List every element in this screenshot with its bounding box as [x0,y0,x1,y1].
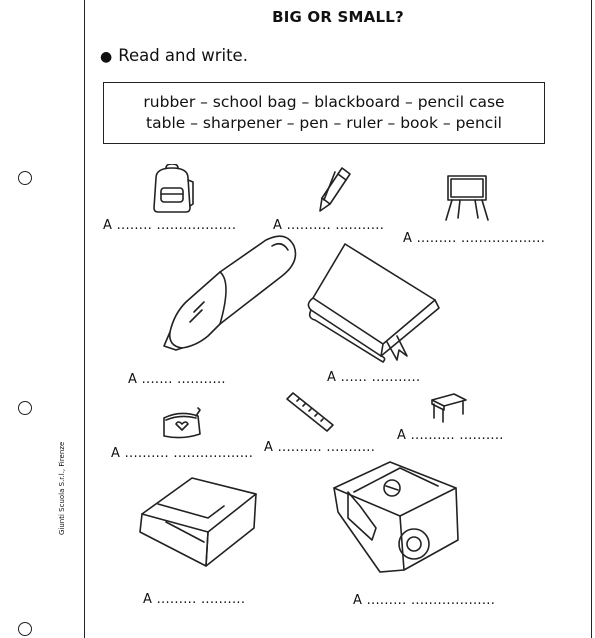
word-box-line-2: table – sharpener – pen – ruler – book – pencil [146,114,502,132]
answer-blank-7[interactable]: A .......... ........... [264,440,376,455]
binder-hole [18,622,32,636]
word-box [103,82,545,144]
answer-blank-6[interactable]: A .......... .......... [397,428,504,443]
answer-blank-3[interactable]: A ......... ................... [403,231,546,246]
word-box-line-1: rubber – school bag – blackboard – pencil case [143,93,505,111]
rubber-big-icon [136,470,262,570]
answer-blank-9[interactable]: A ......... .......... [143,592,246,607]
page-title: BIG OR SMALL? [272,8,404,26]
binder-hole [18,401,32,415]
answer-blank-1[interactable]: A ........ .................. [103,218,237,233]
table-small-icon [428,392,468,426]
bullet-icon: ● [100,49,113,65]
publisher-credit: Giunti Scuola S.r.l., Firenze [58,441,66,535]
pencil-small-icon [318,164,354,214]
pen-big-icon [160,232,300,362]
blackboard-small-icon [440,172,492,224]
answer-blank-8[interactable]: A .......... .................. [111,446,254,461]
school-bag-small-icon [150,164,194,214]
answer-blank-5[interactable]: A ...... ........... [327,370,421,385]
ruler-small-icon [283,391,335,435]
binder-hole [18,171,32,185]
book-big-icon [305,238,445,364]
instruction-text: Read and write. [118,46,248,65]
sharpener-big-icon [330,458,462,576]
answer-blank-4[interactable]: A ....... ........... [128,372,226,387]
instruction [100,46,248,65]
answer-blank-2[interactable]: A .......... ........... [273,218,385,233]
answer-blank-10[interactable]: A ......... ................... [353,593,496,608]
pencil-case-small-icon [160,406,202,440]
